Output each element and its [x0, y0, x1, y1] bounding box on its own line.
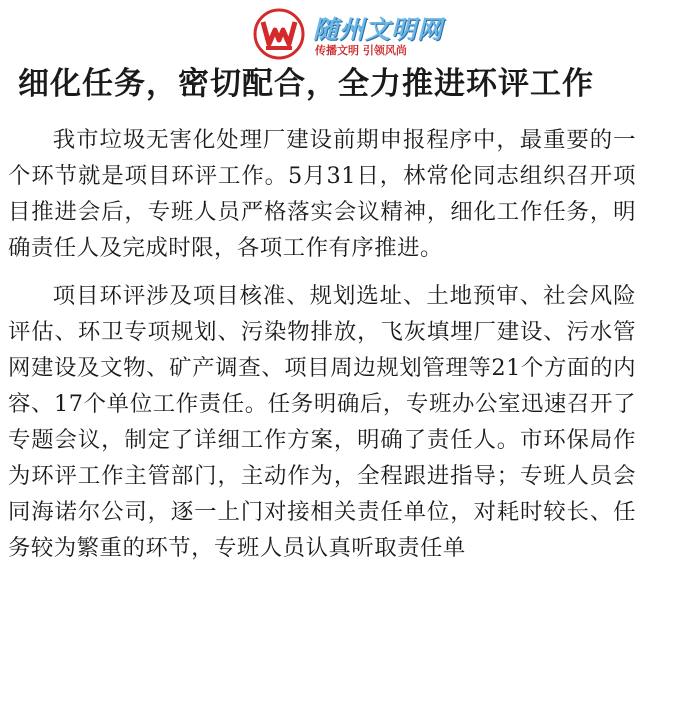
article-body	[8, 122, 636, 566]
article-title: 细化任务，密切配合，全力推进环评工作	[18, 66, 594, 102]
logo-slogan: 传播文明 引领风尚	[315, 44, 407, 57]
paragraph: 我市垃圾无害化处理厂建设前期申报程序中，最重要的一个环节就是项目环评工作。5月31日，林常伦同志组织召开项目推进会后，专班人员严格落实会议精神，细化工作任务，明确责任人及完成时限，各项工作有序推进。	[8, 127, 636, 261]
logo-title: 随州文明网	[313, 15, 444, 44]
site-logo	[253, 8, 443, 60]
paragraph: 项目环评涉及项目核准、规划选址、土地预审、社会风险评估、环卫专项规划、污染物排放，飞灰填埋厂建设、污水管网建设及文物、矿产调查、项目周边规划管理等21个方面的内容、17个单位工作责任。任务明确后，专班办公室迅速召开了专题会议，制定了详细工作方案，明确了责任人。市环保局作为环评工作主管部门，主动作为，全程跟进指导；专班人员会同海诺尔公司，逐一上门对接相关责任单位，对耗时较长、任务较为繁重的环节，专班人员认真听取责任单	[8, 283, 636, 561]
logo-emblem-icon	[253, 8, 305, 60]
